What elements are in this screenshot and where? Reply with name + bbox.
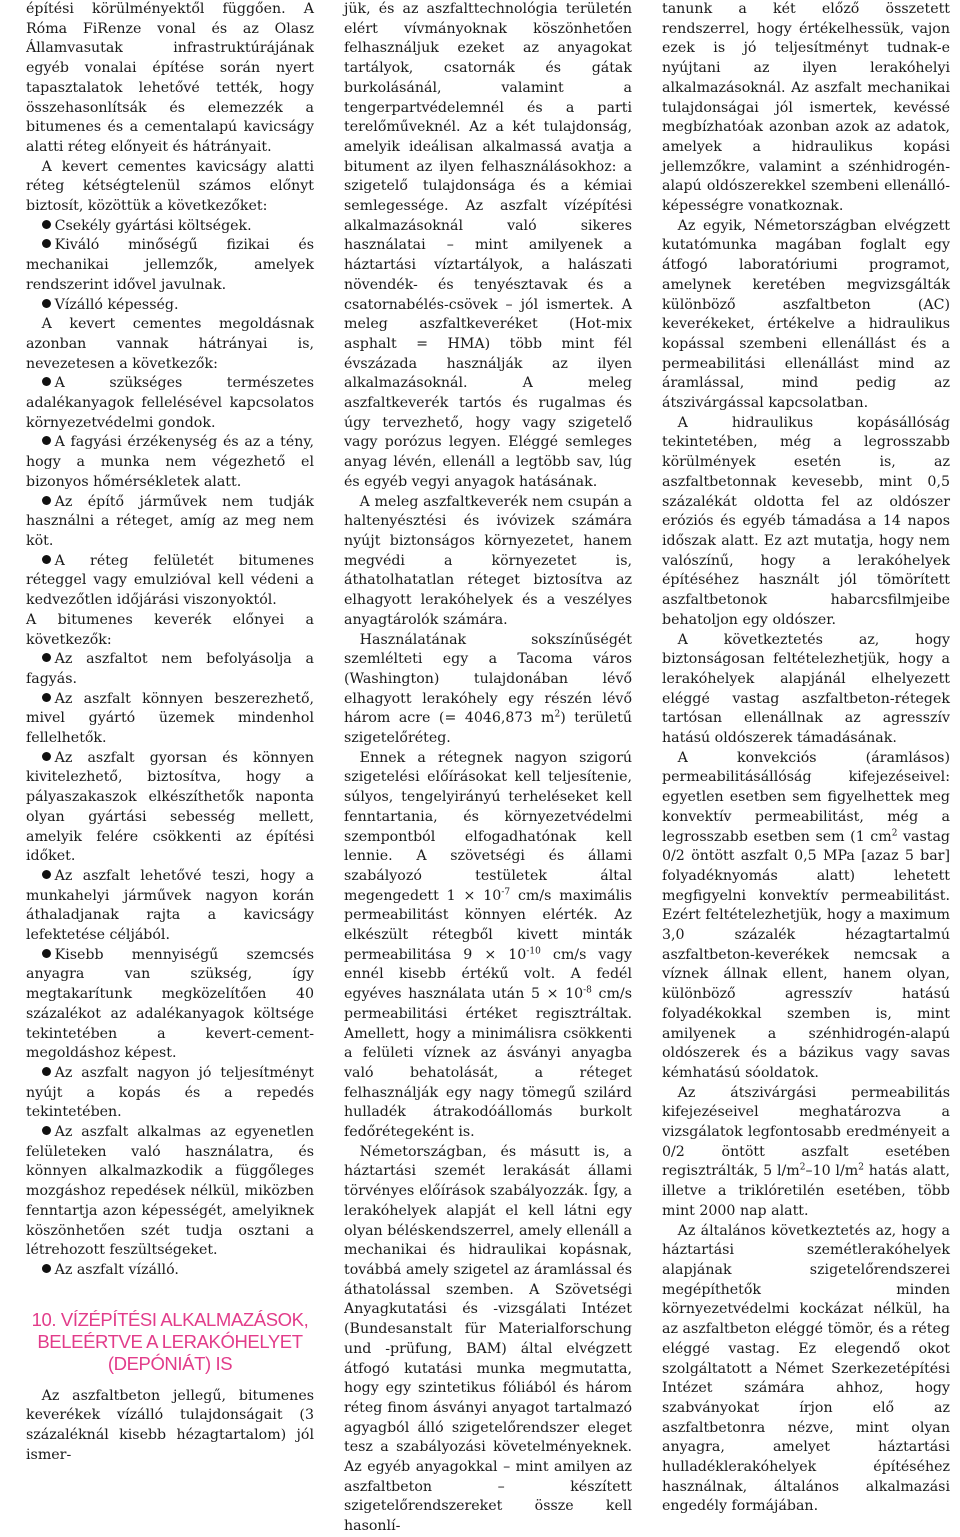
paragraph: Használatának sokszínűségét szemlélteti egy a Tacoma város (Washington) tulajdonában lévő elhagyott lerakóhely egy részén lévő három acre (= 4046,873 $m^2$) területű szigetelőréteg. — [344, 631, 632, 747]
bullet-icon — [42, 555, 51, 564]
column-middle — [344, 0, 632, 1535]
paragraph: A konvekciós (áramlásos) permeabilitásállóság kifejezéseivel: egyetlen esetben sem figyelhettek meg konvektív permeabilitást, még a legrosszabb esetben sem (1 $cm^2$ vastag 0/2 öntött aszfalt 0,5 MPa [azaz 5 bar] folyadéknyomás alatt) lehetett megfigyelni konvektív permeabilitást. Ezért feltételezhetjük, hogy a maximum 3,0 százalék hézagtartalmú aszfaltbeton-keverékek nemcsak a víznek állnak ellent, hanem olyan, különböző agresszív hatású folyadékokkal szemben is, mint amilyenek a szénhidrogén-alapú oldószerek és a bázikus vagy savas kémhatású sóoldatok. — [662, 749, 950, 1081]
paragraph: A kevert cementes kavicságy alatti réteg kétségtelenül számos előnyt biztosít, közöttük a következőket: — [26, 158, 314, 215]
bullet-item: A réteg felületét bitumenes réteggel vagy emulzióval kell védeni a kedvezőtlen időjárási viszonyoktól. — [26, 552, 314, 609]
paragraph: Az átszivárgási permeabilitás kifejezéseivel meghatározva a vizsgálatok legfontosabb eredményeit a 0/2 öntött aszfalt esetében regisztrálták, 5 $l/m^2-10$ $l/m^2$ hatás alatt, illetve a triklóretilén esetében, több mint 2000 nap alatt. — [662, 1084, 950, 1219]
paragraph: Az általános következtetés az, hogy a háztartási szemétlerakóhelyek alapjának szigetelőrendszerei megépíthetők minden környezetvédelmi kockázat nélkül, ha az aszfaltbeton eléggé tömör, és a réteg eléggé vastag. Ez elegendő okot szolgáltatott a Német Szerkezetépítési Intézet számára ahhoz, hogy szabványokat írjon elő az aszfaltbetonra nézve, mint olyan anyagra, amelyet háztartási hulladéklerakóhelyek építéséhez használnak, általános alkalmazási engedély formájában. — [662, 1222, 950, 1515]
bullet-icon — [42, 752, 51, 761]
bullet-icon — [42, 1067, 51, 1076]
bullet-item: Az aszfalt gyorsan és könnyen kivitelezhető, biztosítva, hogy a pályaszakaszok elkészíthetők naponta olyan gyártási sebesség mellett, amelyik felére csökkenti az építési időket. — [26, 749, 314, 865]
bullet-item: Az aszfalt könnyen beszerezhető, mivel gyártó üzemek mindenhol fellelhetők. — [26, 690, 314, 747]
bullet-icon — [42, 496, 51, 505]
section-heading: 10. VÍZÉPÍTÉSI ALKALMAZÁSOK, BELEÉRTVE A LERAKÓHELYET (DEPÓNIÁT) IS — [31, 1308, 309, 1374]
bullet-item: A szükséges természetes adalékanyagok fellelésével kapcsolatos környezetvédelmi gondok. — [26, 375, 314, 431]
bullet-icon — [42, 693, 51, 702]
bullet-icon — [42, 239, 51, 248]
bullet-item: Az aszfalt vízálló. — [26, 1261, 314, 1281]
paragraph: A következtetés az, hogy biztonságosan feltételezhetjük, hogy a lerakóhelyek alapjánál elhelyezett eléggé vastag aszfaltbeton-rétegek tartósan ellenállnak az agresszív hatású oldószerek támadásának. — [662, 631, 950, 747]
paragraph: jük, és az aszfalttechnológia területén elért vívmányoknak köszönhetően felhasználjuk ezeket az anyagokat tartályok, csatornák és gátak burkolásánál, valamint a tengerpartvédelemnél és a parti terelőműveknél. Az a két tulajdonság, amelyik ideálisan alkalmassá avatja a bitument az ilyen felhasználásokhoz: a szigetelő tulajdonsága és a kémiai semlegessége. Az aszfalt vízépítési alkalmazásoknál való sikeres használatai – mint amilyenek a háztartási víztartályok, a halászati növendék- és tenyésztavak és a csatornabélés-csövek – jól ismertek. A meleg aszfaltkeveréket (Hot-mix asphalt = HMA) több mint fél évszázada használják az ilyen alkalmazásoknál. A meleg aszfaltkeverék tartós és rugalmas és úgy tervezhető, hogy vagy szigetelő vagy porózus legyen. Eléggé semleges anyag lévén, ellenáll a legtöbb sav, lúg és egyéb vegyi anyagok hatásának. — [344, 1, 632, 490]
bullet-item: Csekély gyártási költségek. — [26, 217, 314, 237]
column-left — [26, 0, 314, 1463]
paragraph: Az aszfaltbeton jellegű, bitumenes keverékek vízálló tulajdonságait (3 százaléknál kisebb hézagtartalom) jól ismer- — [26, 1387, 314, 1463]
paragraph: A bitumenes keverék előnyei a következők: — [26, 611, 314, 648]
bullet-item: Az aszfalt lehetővé teszi, hogy a munkahelyi járművek nagyon korán áthaladjanak rajta a kavicságy lefektetése céljából. — [26, 867, 314, 944]
bullet-icon — [42, 653, 51, 662]
paragraph: Az egyik, Németországban elvégzett kutatómunka magában foglalt egy átfogó laboratóriumi programot, amelynek keretében megvizsgálták különböző aszfaltbeton (AC) keverékeket, értékelve a hidraulikus kopással szembeni ellenállást és a permeabilitási ellenállást mind az áramlással, mind pedig az átszivárgással kapcsolatban. — [662, 217, 950, 412]
bullet-icon — [42, 870, 51, 879]
paragraph: A kevert cementes megoldásnak azonban vannak hátrányai is, nevezetesen a következők: — [26, 316, 314, 372]
bullet-icon — [42, 220, 51, 229]
paragraph: tanunk a két előző összetett rendszerrel, hogy értékelhessük, vajon ezek is jó teljesítményt tudnak-e nyújtani az ilyen lerakóhelyi alkalmazásoknál. Az aszfalt mechanikai tulajdonságai jól ismertek, kevéssé megbízhatóak azonban azok az adatok, amelyek a hidraulikus kopási jellemzőkre, valamint a szénhidrogén-alapú oldószerekkel szembeni ellenálló-képességre vonatkoznak. — [662, 1, 950, 215]
bullet-item: Az építő járművek nem tudják használni a réteget, amíg az meg nem köt. — [26, 493, 314, 549]
bullet-icon — [42, 436, 51, 445]
column-right — [662, 0, 950, 1515]
paragraph: építési körülményektől függően. A Róma FiRenze vonal és az Olasz Államvasutak infrastruktúrájának egyéb vonalai építése során nyert tapasztalatok lehetővé tették, hogy összehasonlítsák és elemezzék a bitumenes és a cementalapú kavicságy alatti réteg előnyeit és hátrányait. — [26, 1, 314, 155]
bullet-icon — [42, 1126, 51, 1135]
bullet-item: A fagyási érzékenység és az a tény, hogy a munka nem végezhető el bizonyos hőmérsékletek alatt. — [26, 434, 314, 490]
bullet-icon — [42, 299, 51, 308]
bullet-item: Kisebb mennyiségű szemcsés anyagra van szükség, így megtakarítunk megközelítően 40 százalékot az adalékanyagok költsége tekintetében a kevert-cement-megoldáshoz képest. — [26, 946, 314, 1062]
bullet-item: Az aszfaltot nem befolyásolja a fagyás. — [26, 651, 314, 687]
paragraph: A hidraulikus kopásállóság tekintetében, még a legrosszabb körülmények esetén is, az aszfaltbetonnak kevesebb, mint 0,5 százalékát oldotta fel az oldószer eróziós és egyéb támadása a 14 napos időszak alatt. Ez azt mutatja, hogy nem valószínű, hogy a lerakóhelyek építéséhez használt jól tömörített aszfaltbetonok habarcsfilmjeibe behatoljon egy oldószer. — [662, 414, 950, 628]
bullet-icon — [42, 949, 51, 958]
bullet-icon — [42, 377, 51, 386]
paragraph: Ennek a rétegnek nagyon szigorú szigetelési előírásokat kell teljesítenie, súlyos, tengelyirányú terheléseket kell fenntartania, és környezetvédelmi szempontból elfogadhatónak kell lennie. A szövetségi és állami szabályozó testületek által megengedett $1 \times 10^{-7}$ cm/s maximális permeabilitást könnyen elérték. Az elkészült rétegből kivett minták permeabilitása $9 \times 10^{-10}$ cm/s vagy ennél kisebb értékű volt. A fedél egyéves használata után $5 \times 10^{-8}$ cm/s permeabilitási értéket regisztráltak. Amellett, hogy a minimálisra csökkenti a felületi víznek az ásványi anyagba való behatolását, a réteget felhasználják egy nagy tömegű szilárd hulladék átrakodóállomás burkolt fedőrétegeként is. — [344, 749, 632, 1141]
bullet-item: Vízálló képesség. — [26, 296, 314, 316]
paragraph: Németországban, és másutt is, a háztartási szemét lerakását állami törvényes előírások szabályozzák. Így, a lerakóhelyek alapját el kell látni egy olyan béléskendszerrel, amely ellenáll a mechanikai és hidraulikai kopásnak, továbbá amely szigetel az áramlással és áthatolással szemben. A Szövetségi Anyagkutatási és -vizsgálati Intézet (Bundesanstalt für Materialforschung und -prüfung, BAM) által elvégzett átfogó kutatási munka megmutatta, hogy egy szintetikus fóliából és három réteg finom ásványi anyagot tartalmazó agyagból álló szigetelőrendszer eleget tesz a szabályozási követelményeknek. Az egyéb anyagokkal – mint amilyen az aszfaltbeton – készített szigetelőrendszereket össze kell hasonlí- — [344, 1143, 632, 1535]
bullet-item: Az aszfalt alkalmas az egyenetlen felületeken való használatra, és könnyen alkalmazkodik a függőleges mozgáshoz repedések nélkül, miközben fenntartja azon képességét, amelyiknek köszönhetően szét tudja osztani a létrehozott feszültségeket. — [26, 1124, 314, 1259]
bullet-item: Kiváló minőségű fizikai és mechanikai jellemzők, amelyek rendszerint idővel javulnak. — [26, 237, 314, 293]
bullet-item: Az aszfalt nagyon jó teljesítményt nyújt a kopás és a repedés tekintetében. — [26, 1064, 314, 1121]
bullet-icon — [42, 1264, 51, 1273]
paragraph: A meleg aszfaltkeverék nem csupán a haltenyésztési és ivóvizek számára nyújt biztonságos környezetet, hanem megvédi a környezetet is, áthatolhatatlan réteget biztosítva az elhagyott lerakóhelyek és a veszélyes anyagtárolók számára. — [344, 493, 632, 628]
